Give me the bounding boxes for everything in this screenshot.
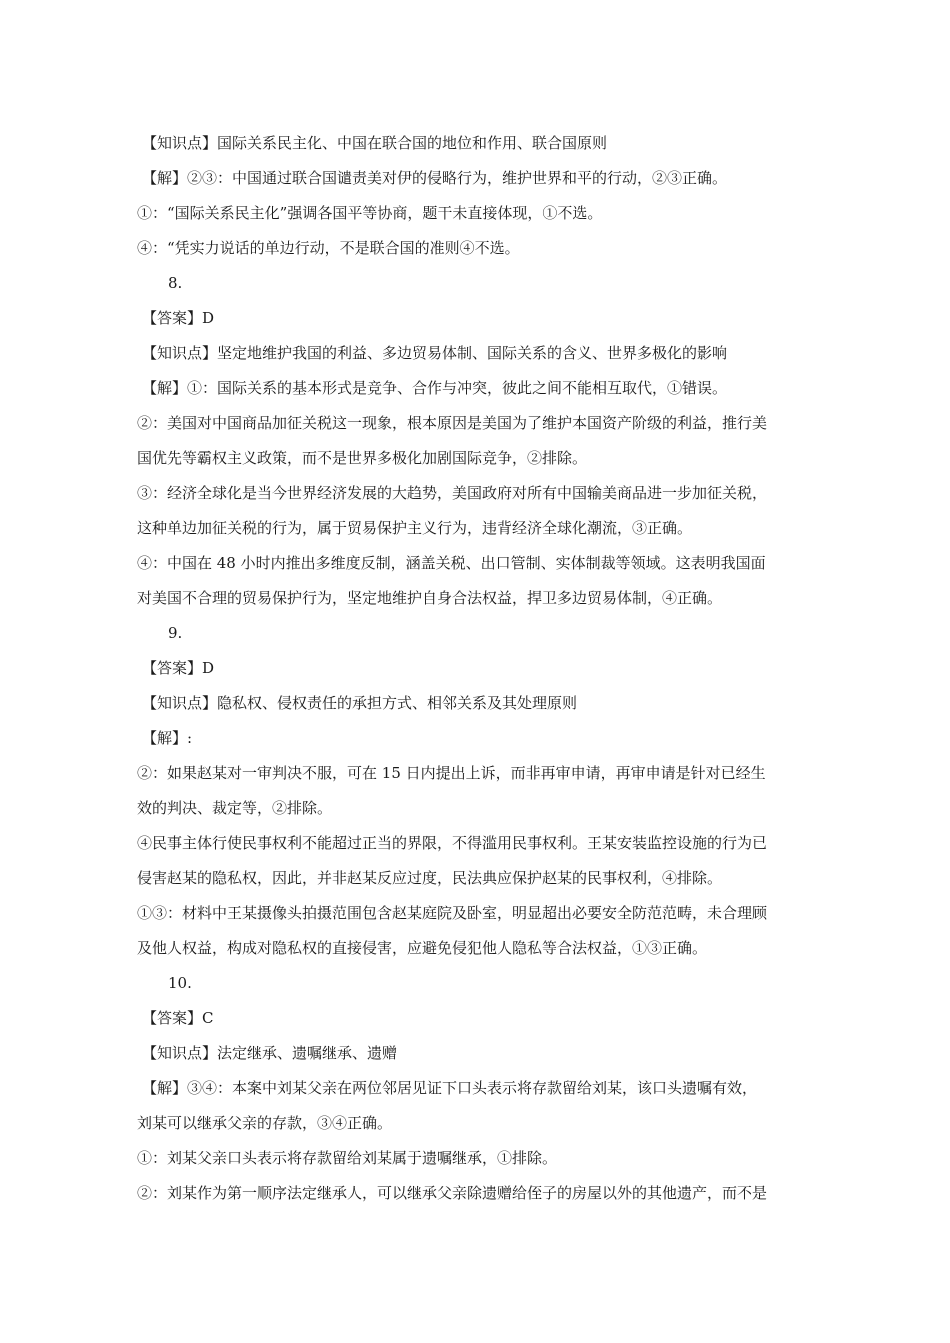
document-line: 刘某可以继承父亲的存款，③④正确。 [137,1114,393,1132]
document-line: ①：刘某父亲口头表示将存款留给刘某属于遗嘱继承，①排除。 [137,1149,558,1167]
document-line: 【解】: [142,729,193,747]
document-line: 【解】③④：本案中刘某父亲在两位邻居见证下口头表示将存款留给刘某，该口头遗嘱有效， [142,1079,758,1097]
document-line: 【知识点】隐私权、侵权责任的承担方式、相邻关系及其处理原则 [142,694,578,712]
document-body [137,126,837,1211]
document-line: 9. [168,624,183,642]
document-line: ③：经济全球化是当今世界经济发展的大趋势，美国政府对所有中国输美商品进一步加征关税， [137,484,768,502]
document-line: 这种单边加征关税的行为，属于贸易保护主义行为，违背经济全球化潮流，③正确。 [137,519,693,537]
document-line: 10. [168,974,192,992]
document-line: 侵害赵某的隐私权，因此，并非赵某反应过度，民法典应保护赵某的民事权利，④排除。 [137,869,723,887]
document-line: ④民事主体行使民事权利不能超过正当的界限，不得滥用民事权利。王某安装监控设施的行为已 [137,834,768,852]
document-line: 【知识点】国际关系民主化、中国在联合国的地位和作用、联合国原则 [142,134,608,152]
document-line: ④：“凭实力说话的单边行动，不是联合国的准则④不选。 [137,239,520,257]
document-line: 【知识点】坚定地维护我国的利益、多边贸易体制、国际关系的含义、世界多极化的影响 [142,344,728,362]
document-line: 【答案】D [142,309,215,327]
document-line: ②：美国对中国商品加征关税这一现象，根本原因是美国为了维护本国资产阶级的利益，推行美 [137,414,768,432]
document-line: 【解】①：国际关系的基本形式是竞争、合作与冲突，彼此之间不能相互取代，①错误。 [142,379,728,397]
document-line: ②：如果赵某对一审判决不服，可在 15 日内提出上诉，而非再审申请，再审申请是针对已经生 [137,764,766,782]
document-line: 【知识点】法定继承、遗嘱继承、遗赠 [142,1044,398,1062]
document-line: ①：“国际关系民主化”强调各国平等协商，题干未直接体现，①不选。 [137,204,603,222]
document-line: 【答案】D [142,659,215,677]
document-line: 效的判决、裁定等，②排除。 [137,799,333,817]
document-line: ①③：材料中王某摄像头拍摄范围包含赵某庭院及卧室，明显超出必要安全防范范畴，未合理顾 [137,904,768,922]
document-line: 【解】②③：中国通过联合国谴责美对伊的侵略行为，维护世界和平的行动，②③正确。 [142,169,728,187]
document-line: ④：中国在 48 小时内推出多维度反制，涵盖关税、出口管制、实体制裁等领域。这表明我国面 [137,554,766,572]
document-line: 国优先等霸权主义政策，而不是世界多极化加剧国际竞争，②排除。 [137,449,588,467]
document-line: 对美国不合理的贸易保护行为，坚定地维护自身合法权益，捍卫多边贸易体制，④正确。 [137,589,723,607]
document-line: 【答案】C [142,1009,214,1027]
document-line: 8. [168,274,183,292]
document-line: 及他人权益，构成对隐私权的直接侵害，应避免侵犯他人隐私等合法权益，①③正确。 [137,939,708,957]
document-line: ②：刘某作为第一顺序法定继承人，可以继承父亲除遗赠给侄子的房屋以外的其他遗产，而不是 [137,1184,768,1202]
